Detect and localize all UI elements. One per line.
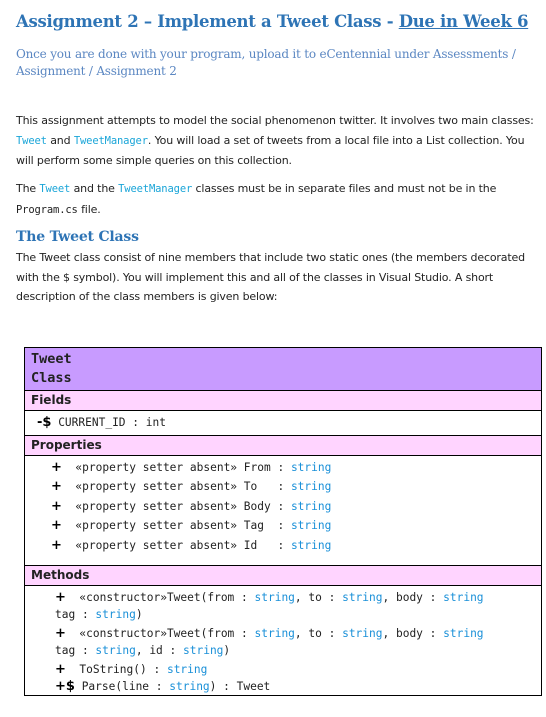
text-run: and the (70, 182, 119, 195)
method-text: , body : (382, 627, 444, 640)
public-symbol: + (55, 626, 66, 641)
type-keyword: string (95, 644, 136, 657)
method-text: , to : (294, 591, 343, 604)
method-text: ToString() : (65, 663, 167, 676)
text-run: The (16, 182, 40, 195)
text-run: file. (77, 202, 101, 216)
class-name-line: Class (31, 370, 72, 386)
type-keyword: string (166, 663, 208, 676)
intro-paragraph-1 (16, 111, 544, 171)
type-keyword: string (443, 591, 484, 604)
public-symbol: + (51, 498, 62, 514)
method-text: Parse(line : (74, 680, 170, 693)
property-name: Tag : (237, 519, 291, 532)
title-due-date: Due in Week 6 (398, 12, 529, 31)
code-tweetmanager: TweetManager (118, 183, 193, 195)
type-keyword: string (290, 460, 332, 474)
fields-header: Fields (25, 391, 541, 411)
section-paragraph: The Tweet class consist of nine members that include two static ones (the members decorated with the $ symbol). You will implement this and all of the classes in Visual Studio. A short description of the class members is given below: (16, 251, 525, 303)
class-name-line: Tweet (31, 351, 72, 367)
property-row (25, 458, 541, 478)
field-text: CURRENT_ID : int (51, 416, 166, 429)
title-main: Assignment 2 – Implement a Tweet Class - (16, 12, 399, 31)
type-keyword: string (95, 608, 136, 621)
fields-body (25, 411, 541, 436)
intro-paragraph-2 (16, 179, 544, 220)
type-keyword: string (290, 519, 332, 532)
property-stereotype: «property setter absent» (75, 538, 238, 552)
type-keyword: string (290, 499, 332, 513)
code-tweet: Tweet (39, 183, 71, 195)
type-keyword: string (254, 591, 295, 604)
method-text: ) (223, 644, 231, 657)
method-tostring (25, 661, 541, 678)
static-private-symbol: -$ (37, 415, 52, 430)
public-symbol: + (55, 590, 66, 605)
section-heading: The Tweet Class (16, 229, 139, 245)
property-row (25, 497, 541, 517)
property-stereotype: «property setter absent» (75, 460, 238, 474)
property-stereotype: «property setter absent» (75, 499, 238, 513)
uml-class-diagram (24, 347, 542, 696)
method-text: «constructor»Tweet(from : (65, 627, 255, 640)
text-run: and (46, 133, 74, 147)
type-keyword: string (290, 480, 332, 493)
property-stereotype: «property setter absent» (75, 519, 238, 532)
type-keyword: string (183, 644, 224, 657)
code-tweet: Tweet (16, 134, 47, 147)
method-constructor-2 (25, 625, 541, 642)
property-name: From : (237, 460, 291, 474)
method-constructor-1 (25, 589, 541, 606)
type-keyword: string (342, 591, 383, 604)
page-subtitle: Once you are done with your program, upload it to eCentennial under Assessments / Assignment / Assignment 2 (16, 47, 516, 78)
public-symbol: + (51, 537, 62, 553)
type-keyword: string (443, 627, 484, 640)
uml-class-title (25, 348, 541, 391)
method-text: ) (135, 608, 143, 621)
public-symbol: + (51, 518, 62, 533)
text-run: classes must be in separate files and must not be in the (192, 182, 497, 195)
method-text: , id : (135, 644, 183, 657)
method-parse (25, 678, 541, 695)
static-public-symbol: +$ (55, 679, 75, 694)
property-row (25, 516, 541, 536)
property-name: Id : (237, 538, 291, 552)
page-title (16, 12, 528, 31)
code-tweetmanager: TweetManager (73, 134, 148, 147)
public-symbol: + (51, 479, 62, 494)
method-text: tag : (55, 644, 96, 657)
method-text: ) : Tweet (209, 680, 271, 693)
property-name: Body : (237, 499, 291, 513)
method-text: tag : (55, 608, 96, 621)
method-constructor-2-cont (25, 642, 541, 659)
text-run: . You will load a set of tweets from a local file into a List collection. You will perform some simple queries on this collection. (16, 133, 525, 167)
method-constructor-1-cont (25, 606, 541, 623)
type-keyword: string (290, 538, 332, 552)
property-row (25, 536, 541, 556)
methods-body (25, 586, 541, 695)
methods-header: Methods (25, 566, 541, 586)
text-run: This assignment attempts to model the social phenomenon twitter. It involves two main classes: (16, 114, 534, 127)
property-stereotype: «property setter absent» (75, 480, 238, 493)
public-symbol: + (55, 662, 66, 677)
property-row (25, 477, 541, 497)
properties-body (25, 456, 541, 567)
method-text: «constructor»Tweet(from : (65, 591, 255, 604)
field-current-id (25, 413, 541, 433)
type-keyword: string (342, 627, 383, 640)
type-keyword: string (169, 680, 210, 693)
code-program-file: Program.cs (16, 203, 78, 216)
public-symbol: + (51, 459, 62, 475)
method-text: , to : (294, 627, 343, 640)
property-name: To : (237, 480, 291, 493)
method-text: , body : (382, 591, 444, 604)
type-keyword: string (254, 627, 295, 640)
properties-header: Properties (25, 436, 541, 456)
